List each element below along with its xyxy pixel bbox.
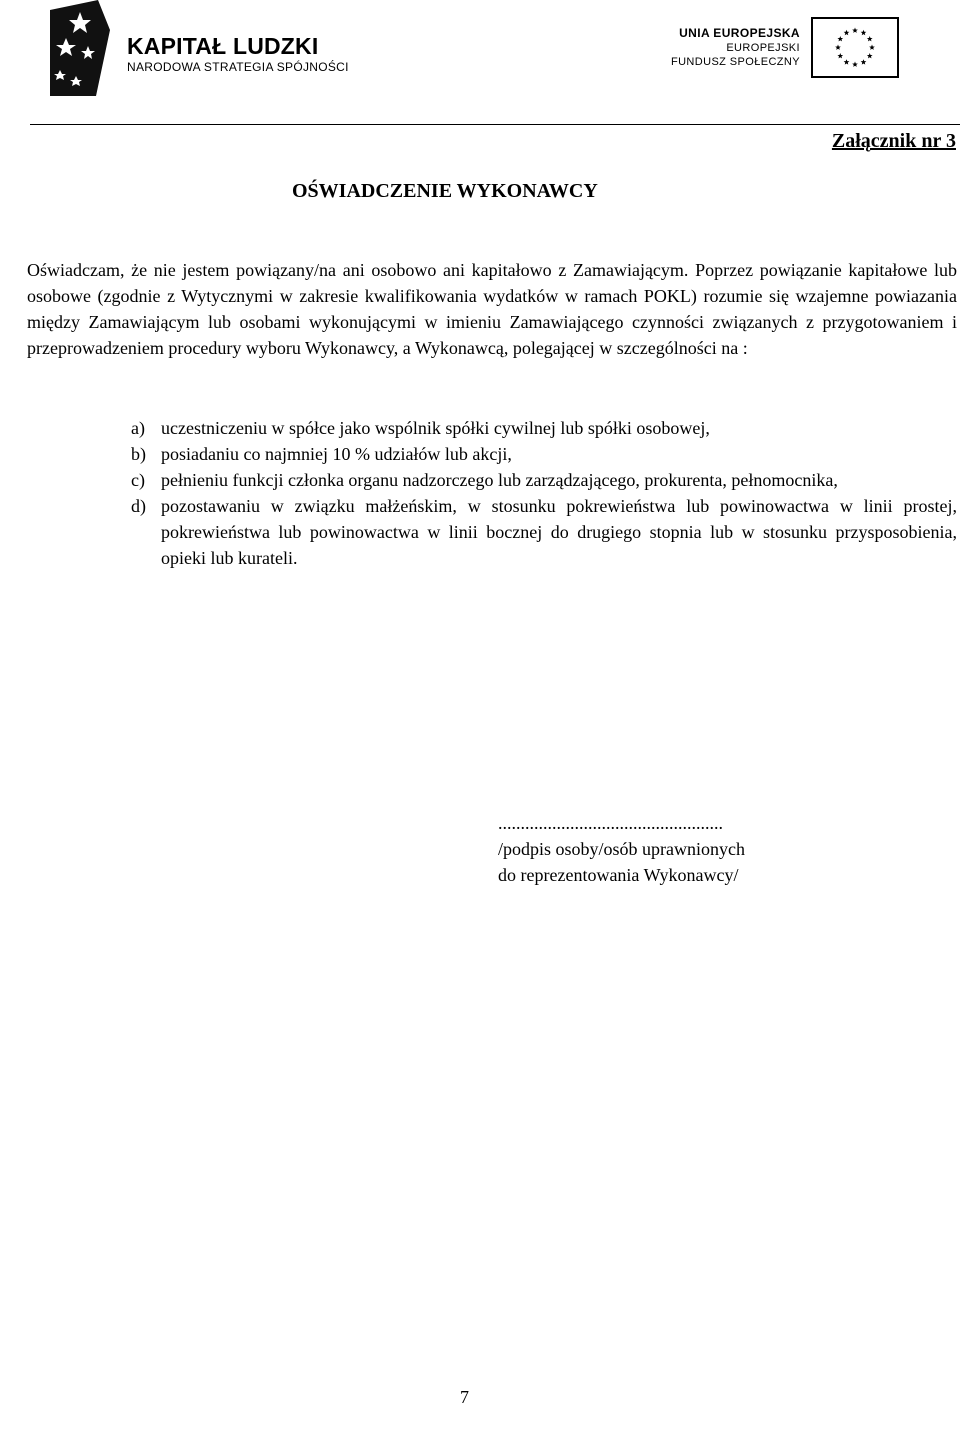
header-divider xyxy=(30,124,960,125)
list-item-label: c) xyxy=(131,470,145,490)
list-item-text: uczestniczeniu w spółce jako wspólnik spółki cywilnej lub spółki osobowej, xyxy=(161,418,710,438)
page-header xyxy=(0,0,960,100)
page-number: 7 xyxy=(460,1387,469,1407)
list-item-text: posiadaniu co najmniej 10 % udziałów lub akcji, xyxy=(161,444,512,464)
signature-caption-1: /podpis osoby/osób uprawnionych xyxy=(498,839,745,859)
declaration-intro: Oświadczam, że nie jestem powiązany/na ani osobowo ani kapitałowo z Zamawiającym. Poprzez powiązanie kapitałowe lub osobowe (zgodnie z Wytycznymi w zakresie kwalifikowania wydatków w ramach POKL) rozumie się wzajemne powiazania między Zamawiającym lub osobami wykonującymi w imieniu Zamawiającego czynności związanych z przygotowaniem i przeprowadzeniem procedury wyboru Wykonawcy, a Wykonawcą, polegającej w szczególności na : xyxy=(27,260,957,358)
list-item-label: b) xyxy=(131,444,146,464)
list-item xyxy=(131,441,957,467)
kapital-ludzki-wordmark xyxy=(127,33,349,75)
list-item-label: a) xyxy=(131,418,145,438)
kapital-ludzki-logo xyxy=(50,0,110,96)
eu-wordmark xyxy=(671,26,800,69)
logo-subtitle: NARODOWA STRATEGIA SPÓJNOŚCI xyxy=(127,60,349,74)
signature-block xyxy=(498,810,745,888)
list-item xyxy=(131,467,957,493)
eu-title: UNIA EUROPEJSKA xyxy=(679,26,800,40)
annex-label: Załącznik nr 3 xyxy=(831,130,956,152)
eu-line-2: FUNDUSZ SPOŁECZNY xyxy=(670,56,800,68)
list-item-text: pozostawaniu w związku małżeńskim, w stosunku pokrewieństwa lub powinowactwa w linii prostej, pokrewieństwa lub powinowactwa w linii bocznej do drugiego stopnia lub w stosunku przysposobienia, opieki lub kurateli. xyxy=(161,496,957,568)
signature-line: .................................................. xyxy=(498,813,723,833)
list-item-label: d) xyxy=(131,496,146,516)
signature-caption-2: do reprezentowania Wykonawcy/ xyxy=(498,865,739,885)
logo-title: KAPITAŁ LUDZKI xyxy=(127,33,319,59)
list-item xyxy=(131,493,957,571)
document-title: OŚWIADCZENIE WYKONAWCY xyxy=(292,180,598,202)
relations-list xyxy=(131,415,957,571)
eu-line-1: EUROPEJSKI xyxy=(726,42,800,54)
eu-flag-icon xyxy=(811,17,899,78)
list-item xyxy=(131,415,957,441)
list-item-text: pełnieniu funkcji członka organu nadzorczego lub zarządzającego, prokurenta, pełnomocnika, xyxy=(161,470,838,490)
